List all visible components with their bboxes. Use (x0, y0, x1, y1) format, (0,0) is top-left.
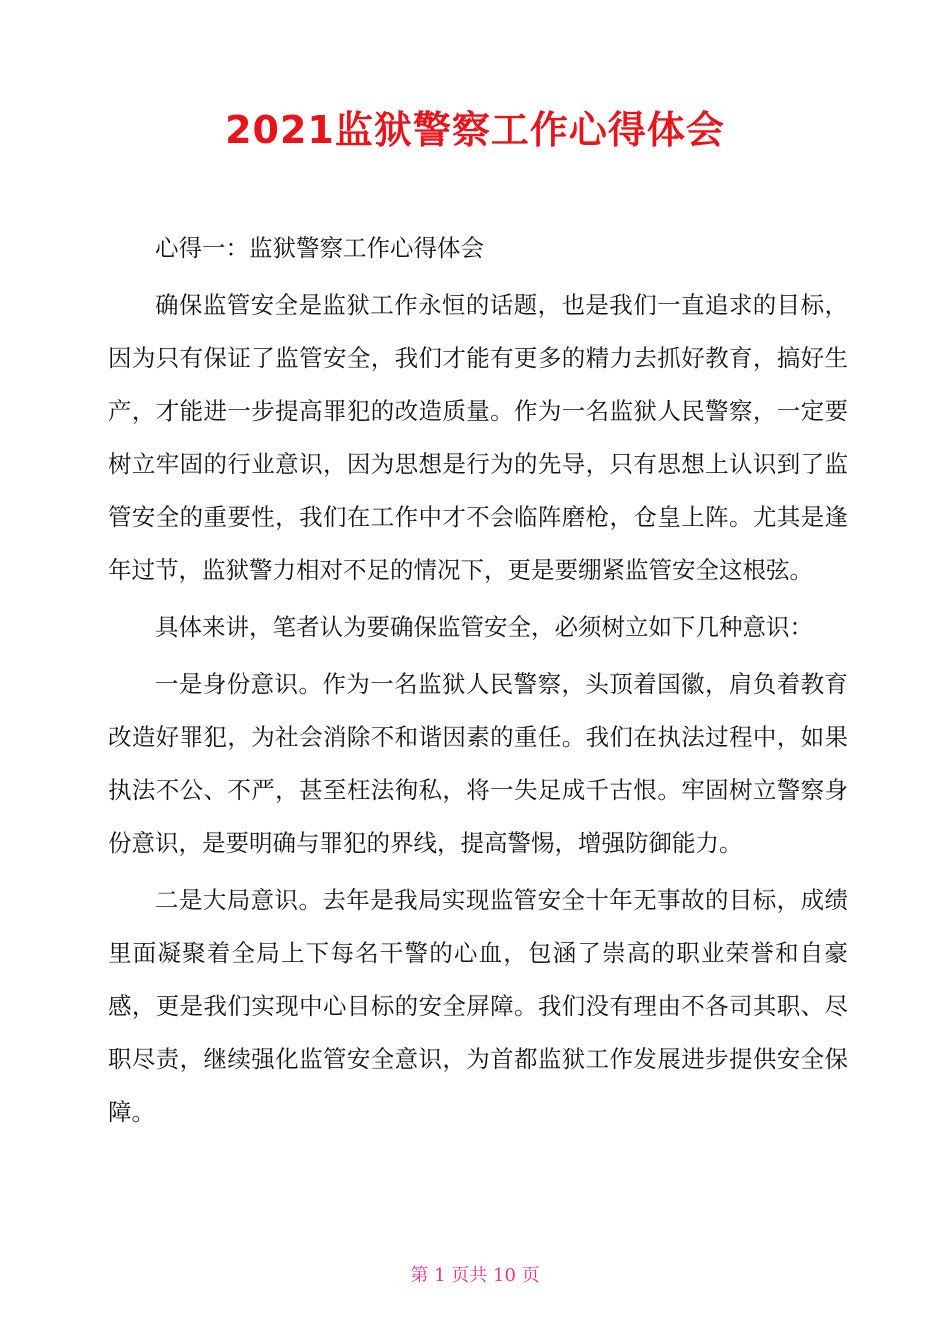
paragraph: 一是身份意识。作为一名监狱人民警察，头顶着国徽，肩负着教育改造好罪犯，为社会消除不和谐因素的重任。我们在执法过程中，如果执法不公、不严，甚至枉法徇私，将一失足成千古恨。牢固树立警察身份意识，是要明确与罪犯的界线，提高警惕，增强防御能力。 (108, 670, 848, 857)
paragraph: 具体来讲，笔者认为要确保监管安全，必须树立如下几种意识： (155, 613, 813, 641)
document-title: 2021监狱警察工作心得体会 (225, 108, 725, 152)
section-heading: 心得一：监狱警察工作心得体会 (155, 234, 484, 262)
page-number-footer: 第 1 页共 10 页 (410, 1265, 540, 1286)
paragraph: 确保监管安全是监狱工作永恒的话题，也是我们一直追求的目标，因为只有保证了监管安全，我们才能有更多的精力去抓好教育，搞好生产，才能进一步提高罪犯的改造质量。作为一名监狱人民警察，一定要树立牢固的行业意识，因为思想是行为的先导，只有思想上认识到了监管安全的重要性，我们在工作中才不会临阵磨枪，仓皇上阵。尤其是逢年过节，监狱警力相对不足的情况下，更是要绷紧监管安全这根弦。 (108, 291, 848, 584)
paragraph: 二是大局意识。去年是我局实现监管安全十年无事故的目标，成绩里面凝聚着全局上下每名干警的心血，包涵了崇高的职业荣誉和自豪感，更是我们实现中心目标的安全屏障。我们没有理由不各司其职、尽职尽责，继续强化监管安全意识，为首都监狱工作发展进步提供安全保障。 (108, 886, 848, 1126)
document-body (108, 222, 848, 1143)
